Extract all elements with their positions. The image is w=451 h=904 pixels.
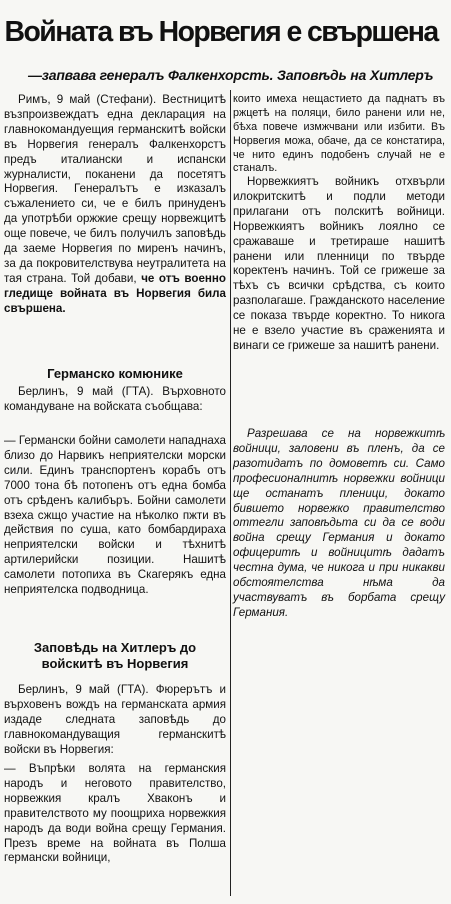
left-paragraph-3: — Германски бойни самолети нападнаха близо до Нарвикъ неприятелски морски сили. Единъ транспортенъ корабъ отъ 7000 тона бѣ потопенъ отъ една бомба отъ срѣденъ калибъръ. Бойни самолети взеха сжщо участие на нѣколко пжти въ действия по суша, като бомбардираха неприятелски войски и тѣхнитѣ артилерийски позиции. Нашитѣ самолети потопиха въ Скагерякъ една неприятелска подводница.	[4, 434, 226, 597]
column-divider	[230, 90, 231, 896]
left-paragraph-5: — Въпрѣки волята на германския народъ и неговото правителство, норвежкия кралъ Хваконъ и правителството му поощрихa норвежкия народъ да води война срещу Германия. Презъ време на войната въ Полша германски войници,	[4, 762, 226, 865]
subheadline: —запвава генералъ Фалкенхорсть. Заповѣдь на Хитлеръ	[28, 67, 434, 83]
right-paragraph-3: Разрешава се на норвежкитѣ войници, заловени въ пленъ, да се разотидатъ по домоветѣ си. Само професионалнитѣ норвежки войници ще останатъ пленици, докато бившето норвежко правителство оттегли заповѣдьта си да се води война срещу Германия и докато офицеритѣ и войницитѣ дадатъ честна дума, че никога и при никакви обстоятелства нѣма да участвуватъ въ борбата срещу Германия.	[233, 427, 445, 619]
right-paragraph-2: Норвежкиятъ войникъ отхвърли илокритскитѣ и подли методи прилагани отъ полскитѣ войници. Норвежкиятъ войникъ лоялно се сражаваше и третираше нашитѣ ранени или пленници по твърде коректенъ начинъ. Той се грижеше за тѣхъ съ всички срѣдства, съ които разполагаше. Гражданското население се показа твърде коректно. То никога не е взело участие въ сраженията и винаги се грижеше за нашитѣ ранени.	[233, 175, 445, 352]
headline: Войната въ Норвегия е свършена	[4, 16, 438, 48]
left-paragraph-1-bold: че отъ военно гледище войната въ Норвегия била свършена.	[4, 271, 227, 315]
left-paragraph-2: Берлинъ, 9 май (ГТА). Върховното командуване на войската съобщава:	[4, 385, 226, 413]
section-heading-order: Заповѣдь на Хитлеръ до войскитѣ въ Норвегия	[33, 640, 197, 671]
left-paragraph-1	[4, 93, 226, 361]
left-paragraph-4: Берлинъ, 9 май (ГТА). Фюрерътъ и върховенъ вождъ на германската армия издаде следната заповѣдь до главнокомандуващия германскитѣ войски въ Норвегия:	[4, 683, 226, 756]
right-paragraph-1: които имеха нещастието да паднатъ въ ржцетѣ на поляци, било ранени или не, бѣха повече измжчвани или избити. Въ Норвегия можа, обаче, да се констатира, че нито единъ подобенъ случай не е станалъ.	[233, 93, 445, 175]
left-paragraph-1-text: Римъ, 9 май (Стефани). Вестницитѣ възпроизвеждатъ една декларация на главнокомандуещия германскитѣ войски въ Норвегия генералъ Фалкенхорстъ предъ италиански и испански журналисти, поканени да посетятъ Норвегия. Генералътъ е изказалъ съжалението си, че е билъ принуденъ да употрѣби оржжие срещу норвежцитѣ още повече, че билъ получилъ заповѣдь да заеме Норвегия по миренъ начинъ, за да покровителствува неутралитета на тая страна. Той добави,	[4, 93, 226, 285]
section-heading-communique: Германско комюнике	[47, 366, 183, 381]
